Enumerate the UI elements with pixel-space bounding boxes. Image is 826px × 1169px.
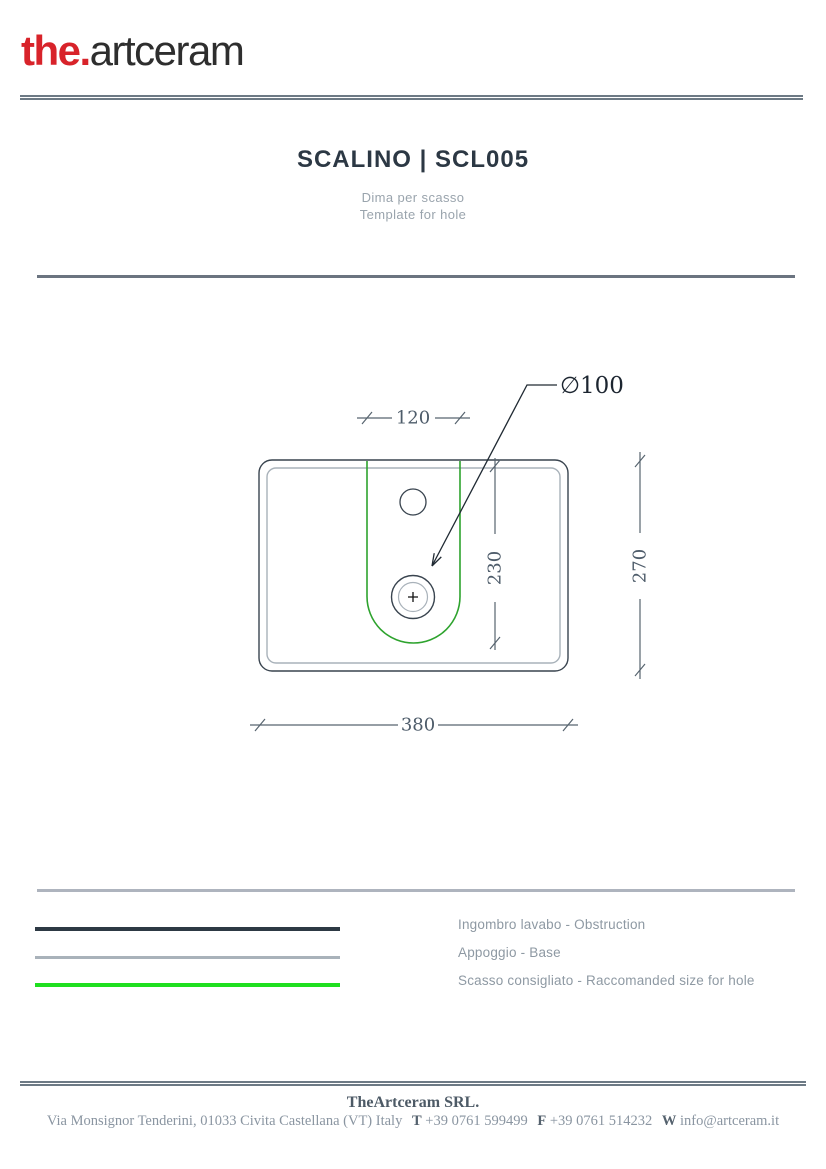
legend-divider [37,889,795,892]
content-divider-top [37,275,795,278]
subtitle-italian: Dima per scasso [361,190,465,205]
brand-logo [21,28,243,74]
legend-swatch-hole [35,983,340,987]
footer-street: Via Monsignor Tenderini, 01033 Civita Castellana (VT) Italy [46,1113,403,1129]
drain-center-cross [408,592,418,602]
obstruction-outline [259,460,568,671]
technical-drawing [220,350,670,750]
legend-label-obstruction: Ingombro lavabo - Obstruction [458,917,646,932]
legend-row-base [0,945,826,975]
dimension-230-label: 230 [484,550,506,586]
faucet-hole-circle [400,489,426,515]
footer-fax: +39 0761 514232 [549,1113,653,1129]
footer-phone: +39 0761 599499 [425,1113,528,1129]
footer-divider [20,1081,806,1086]
footer-web-label: W [661,1113,677,1129]
dimension-120-label: 120 [395,407,431,429]
subtitle-english: Template for hole [359,207,467,222]
dimension-380-label: 380 [400,714,436,736]
footer-email: info@artceram.it [680,1113,780,1129]
legend-label-base: Appoggio - Base [458,945,561,960]
footer-phone-label: T [411,1113,422,1129]
legend-row-obstruction [0,917,826,947]
legend-label-hole: Scasso consigliato - Raccomanded size for hole [458,973,755,988]
legend-swatch-base [35,956,340,959]
legend-swatch-obstruction [35,927,340,931]
header-divider [20,95,803,100]
page-subtitle [0,189,826,223]
drain-diameter-label: ∅100 [560,373,624,399]
dimension-270-label: 270 [629,548,651,584]
page-title: SCALINO | SCL005 [296,146,530,173]
brand-logo-artceram: artceram [89,27,244,74]
footer-fax-label: F [537,1113,547,1129]
brand-logo-the: the. [21,27,90,74]
legend-row-hole [0,973,826,1003]
footer-address [0,1113,826,1130]
footer-company: TheArtceram SRL. [346,1094,480,1111]
recommended-hole-outline [367,461,460,643]
base-outline [267,468,560,663]
